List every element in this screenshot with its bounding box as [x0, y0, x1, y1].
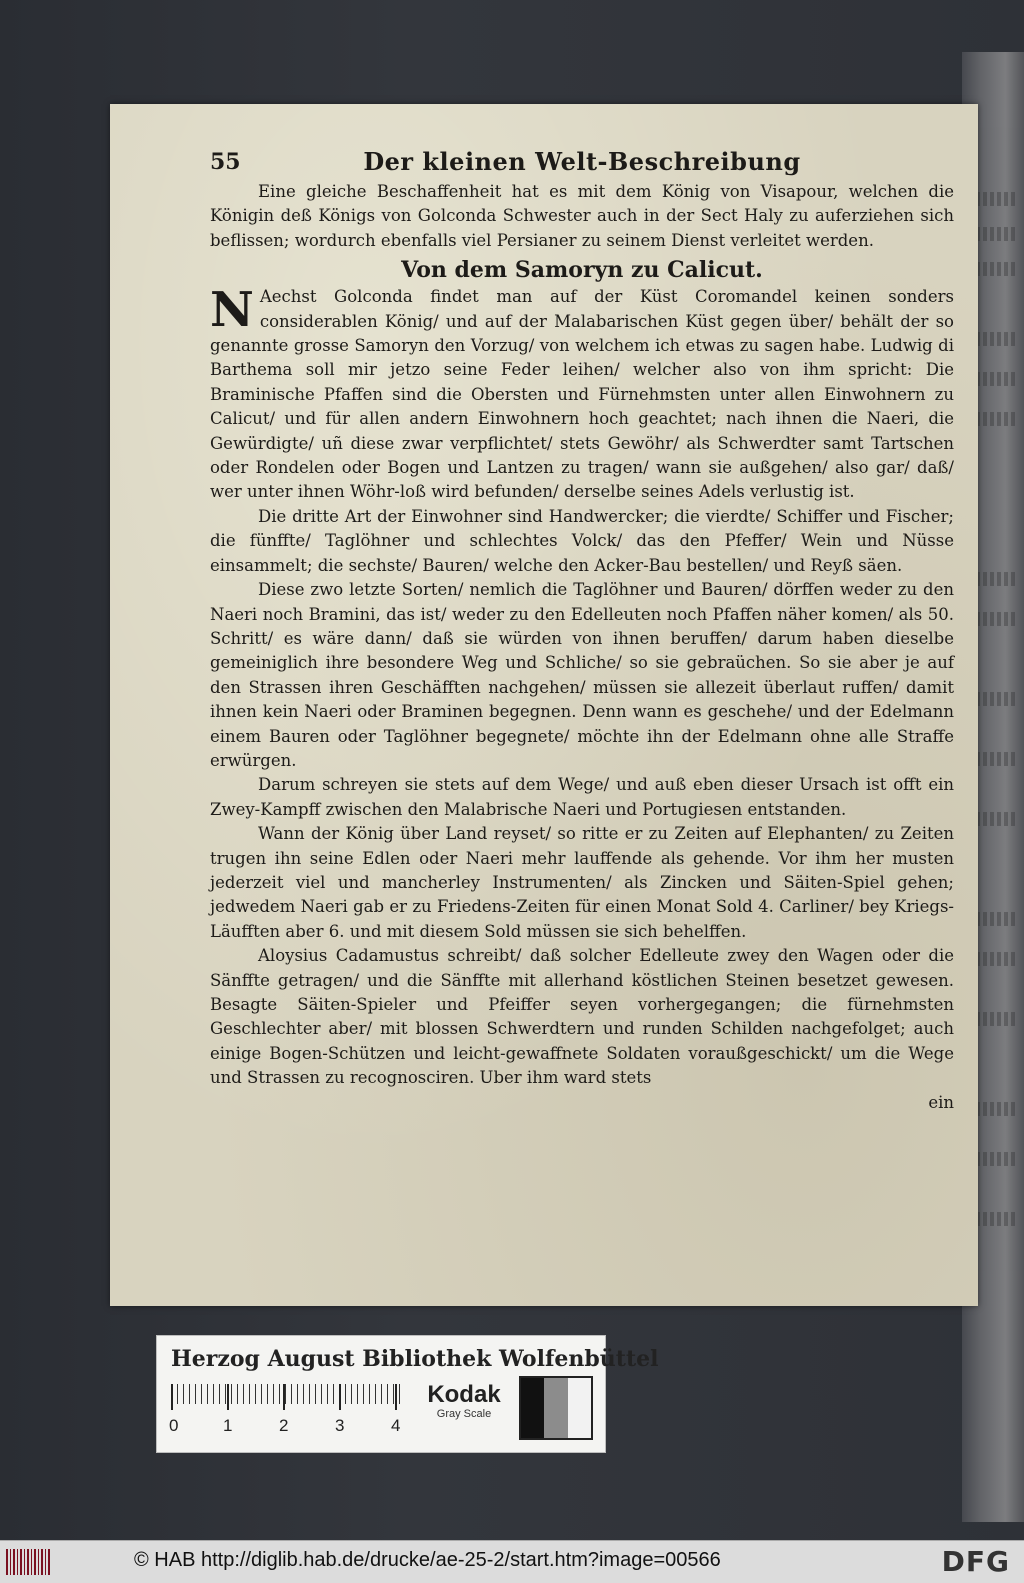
- ruler-major-tick: [283, 1384, 285, 1410]
- ruler-number: 1: [223, 1416, 233, 1435]
- library-color-card: [156, 1335, 659, 1453]
- institution-name: Herzog August Bibliothek Wolfenbüttel: [171, 1346, 659, 1372]
- paragraph-4: Darum schreyen sie stets auf dem Wege/ und auß eben dieser Ursach ist offt ein Zwey-Kampff zwischen den Malabrische Naeri und Portugiesen entstanden.: [210, 775, 954, 819]
- paragraph-6: Aloysius Cadamustus schreibt/ daß solcher Edelleute zwey den Wagen oder die Sänffte getragen/ und die Sänffte mit allerhand köstlichen Steinen besetzet gewesen. Besagte Säiten-Spieler und Pfeiffer seyen vorhergegangen; die fürnehmsten Geschlechter aber/ mit blossen Schwerdtern und runden Schilden nachgefolget; auch einige Bogen-Schützen und leicht-gewaffnete Soldaten voraußgeschickt/ um die Wege und Strassen zu recognosciren. Uber ihm ward stets: [210, 946, 954, 1088]
- ruler-major-tick: [395, 1384, 397, 1410]
- footer-credit-link[interactable]: © HAB http://diglib.hab.de/drucke/ae-25-2/start.htm?image=00566: [134, 1549, 721, 1571]
- section-heading: Von dem Samoryn zu Calicut.: [401, 257, 763, 284]
- ruler-number: 4: [391, 1416, 401, 1435]
- kodak-brand: Kodak: [427, 1381, 501, 1408]
- hab-logo-icon: [6, 1549, 50, 1575]
- ruler-ticks: [171, 1384, 401, 1404]
- ruler-number: 3: [335, 1416, 345, 1435]
- paragraph-5: Wann der König über Land reyset/ so ritte er zu Zeiten auf Elephanten/ zu Zeiten trugen ihn seine Edlen oder Naeri mehr lauffende als gehende. Vor ihm her musten jederzeit viel und mancherley Instrumenten/ als Zincken und Säiten-Spiel gehen; jedwedem Naeri gab er zu Friedens-Zeiten für einen Monat Sold 4. Carliner/ bey Kriegs-Läufften aber 6. und mit diesem Sold müssen sie sich behelffen.: [210, 824, 954, 941]
- drop-cap: N: [210, 282, 254, 339]
- kodak-subtitle: Gray Scale: [436, 1408, 492, 1420]
- gray-scale-swatches: [519, 1376, 593, 1440]
- catchword: ein: [928, 1092, 954, 1112]
- running-head: Der kleinen Welt-Beschreibung: [363, 147, 801, 176]
- ruler-number: 0: [169, 1416, 179, 1435]
- swatch-black: [521, 1378, 544, 1438]
- paragraph-2: Die dritte Art der Einwohner sind Handwercker; die vierdte/ Schiffer und Fischer; die fünffte/ Taglöhner und schlechtes Volck/ das den Pfeffer/ Wein und Nüsse einsammelt; die sechste/ Bauren/ welche den Acker-Bau bestellen/ und Reyß säen.: [210, 506, 954, 575]
- swatch-white: [568, 1378, 591, 1438]
- ruler-major-tick: [227, 1384, 229, 1410]
- page-header: [210, 147, 954, 180]
- footer-bar: [0, 1540, 1024, 1583]
- ruler-number: 2: [279, 1416, 289, 1435]
- ruler-major-tick: [339, 1384, 341, 1410]
- paragraph-1-text: Aechst Golconda findet man auf der Küst Coromandel keinen sonders considerablen König/ und auf der Malabarischen Küst gegen über/ behält der so genannte grosse Samoryn den Vorzug/ von welchem ich etwas zu sagen habe. Ludwig di Barthema soll mir jetzo seine Feder leihen/ welcher also von ihm spricht: Die Braminische Pfaffen sind die Obersten und Fürnehmsten unter allen Einwohnern zu Calicut/ und für allen andern Einwohnern hoch geachtet; nach ihnen die Naeri, die Gewürdigte/ uñ diese zwar verpflichtet/ stets Gewöhr/ als Schwerdter samt Tartschen oder Rondelen oder Bogen und Lantzen zu tragen/ wann sie außgehen/ also gar/ daß/ wer unter ihnen Wöhr-loß wird befunden/ derselbe seines Adels verlustig ist.: [210, 287, 954, 502]
- page-text-block: [210, 147, 954, 1115]
- book-page: [110, 104, 978, 1306]
- dfg-logo: DFG: [941, 1545, 1010, 1578]
- page-number: 55: [210, 149, 241, 175]
- ruler-major-tick: [171, 1384, 173, 1410]
- kodak-label: [419, 1382, 509, 1420]
- measurement-ruler: [171, 1384, 411, 1438]
- paragraph-3: Diese zwo letzte Sorten/ nemlich die Taglöhner und Bauren/ dörffen weder zu den Naeri noch Bramini, das ist/ weder zu den Edelleuten noch Pfaffen näher komen/ als 50. Schritt/ es wäre dann/ daß sie würden von ihnen beruffen/ darum haben dieselbe gemeiniglich ihre besondere Weg und Schliche/ so sie gebraüchen. So sie aber je auf den Strassen ihren Geschäfften nachgehen/ müssen sie allezeit überlaut ruffen/ damit ihnen kein Naeri oder Braminen begegnen. Denn wann es geschehe/ und der Edelmann einem Bauren oder Taglöhner begegnete/ möchte ihn der Edelmann ohne alle Straffe erwürgen.: [210, 580, 954, 770]
- paragraph-1: [210, 282, 954, 505]
- intro-paragraph: Eine gleiche Beschaffenheit hat es mit dem König von Visapour, welchen die Königin deß Königs von Golconda Schwester auch in der Sect Haly zu auferziehen sich beflissen; wordurch ebenfalls viel Persianer zu seinem Dienst verleitet werden.: [210, 182, 954, 250]
- swatch-gray: [544, 1378, 567, 1438]
